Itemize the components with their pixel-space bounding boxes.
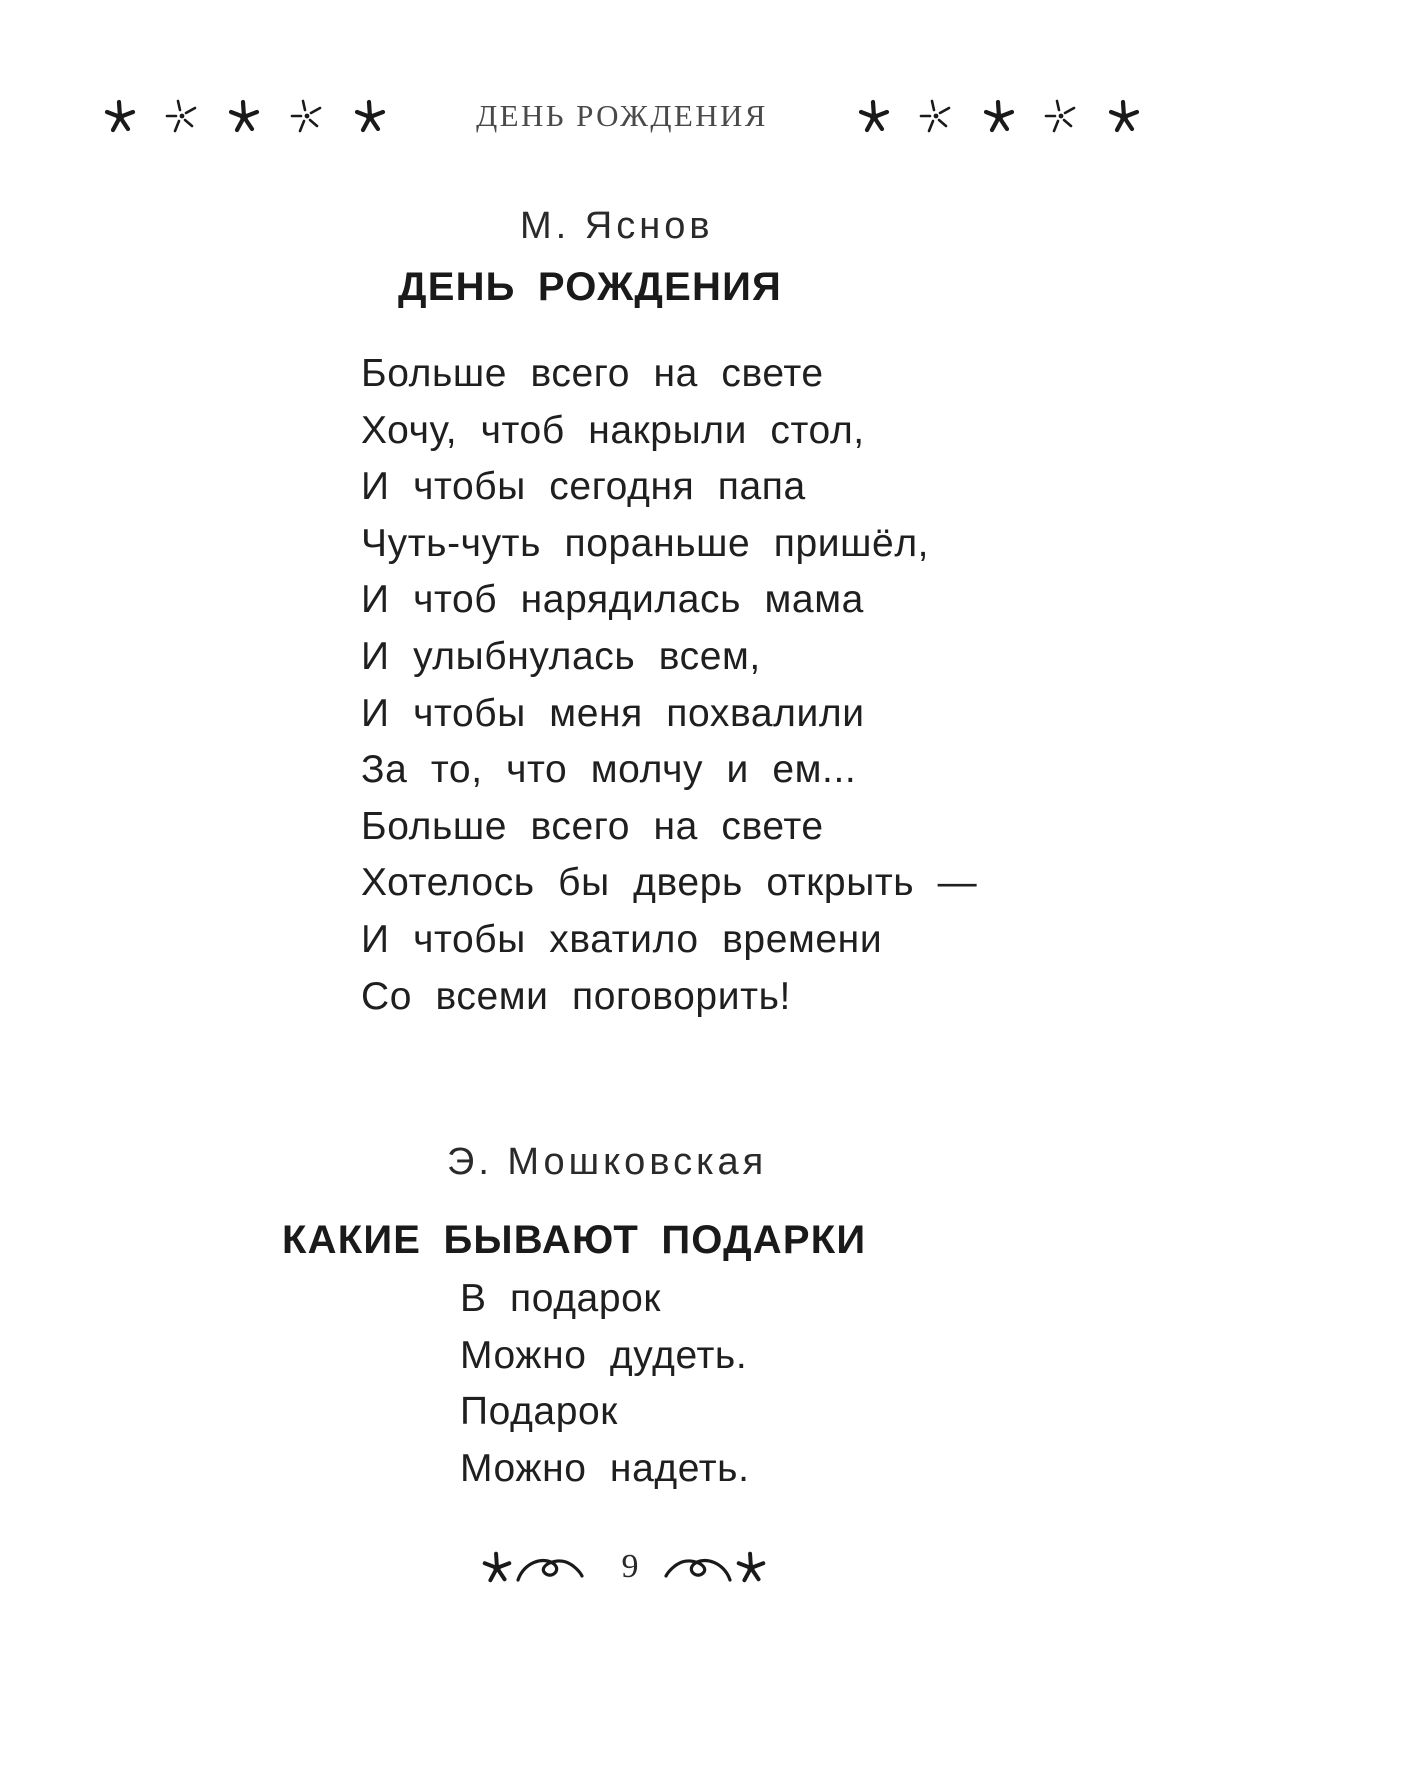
poem-line: Подарок — [460, 1390, 618, 1434]
curl-flourish-icon — [514, 1554, 584, 1584]
poem-title: ДЕНЬ РОЖДЕНИЯ — [398, 265, 782, 309]
poem-line: Можно дудеть. — [460, 1333, 748, 1377]
poem-line: Больше всего на свете — [361, 804, 824, 848]
solid-star-icon — [734, 1548, 768, 1586]
poem-line: Больше всего на свете — [361, 352, 824, 395]
poem-stanza — [361, 346, 977, 1025]
poem-line: И чтобы меня похвалили — [361, 691, 865, 735]
poem-title: КАКИЕ БЫВАЮТ ПОДАРКИ — [282, 1218, 867, 1262]
poem-line: И чтобы хватило времени — [361, 917, 883, 961]
solid-star-icon — [352, 96, 388, 136]
solid-star-icon — [1106, 96, 1142, 136]
poem-line: В подарок — [460, 1277, 662, 1320]
burst-star-icon — [289, 96, 325, 136]
page-footer — [480, 1544, 780, 1590]
poem-line: Можно надеть. — [460, 1446, 750, 1490]
burst-star-icon — [918, 96, 954, 136]
poem-author: М. Яснов — [520, 205, 714, 247]
poem-line: И чтоб нарядилась мама — [361, 578, 864, 622]
poem-line: Чуть-чуть пораньше пришёл, — [361, 521, 930, 565]
poem-line: Хотелось бы дверь открыть — — [361, 861, 978, 905]
burst-star-icon — [164, 96, 200, 136]
solid-star-icon — [856, 96, 892, 136]
solid-star-icon — [102, 96, 138, 136]
poem-line: И улыбнулась всем, — [361, 634, 761, 678]
burst-star-icon — [1043, 96, 1079, 136]
poem-stanza — [460, 1271, 750, 1497]
poem-line: И чтобы сегодня папа — [361, 465, 806, 509]
running-header — [0, 96, 1406, 140]
poem-line: Со всеми поговорить! — [361, 974, 791, 1018]
running-header-title: ДЕНЬ РОЖДЕНИЯ — [476, 98, 768, 133]
poem-line: Хочу, чтоб накрыли стол, — [361, 408, 865, 452]
solid-star-icon — [981, 96, 1017, 136]
poem-line: За то, что молчу и ем... — [361, 748, 857, 792]
solid-star-icon — [226, 96, 262, 136]
page-number: 9 — [621, 1548, 639, 1585]
curl-flourish-icon — [664, 1554, 734, 1584]
poem-author: Э. Мошковская — [447, 1141, 768, 1183]
solid-star-icon — [480, 1548, 514, 1586]
